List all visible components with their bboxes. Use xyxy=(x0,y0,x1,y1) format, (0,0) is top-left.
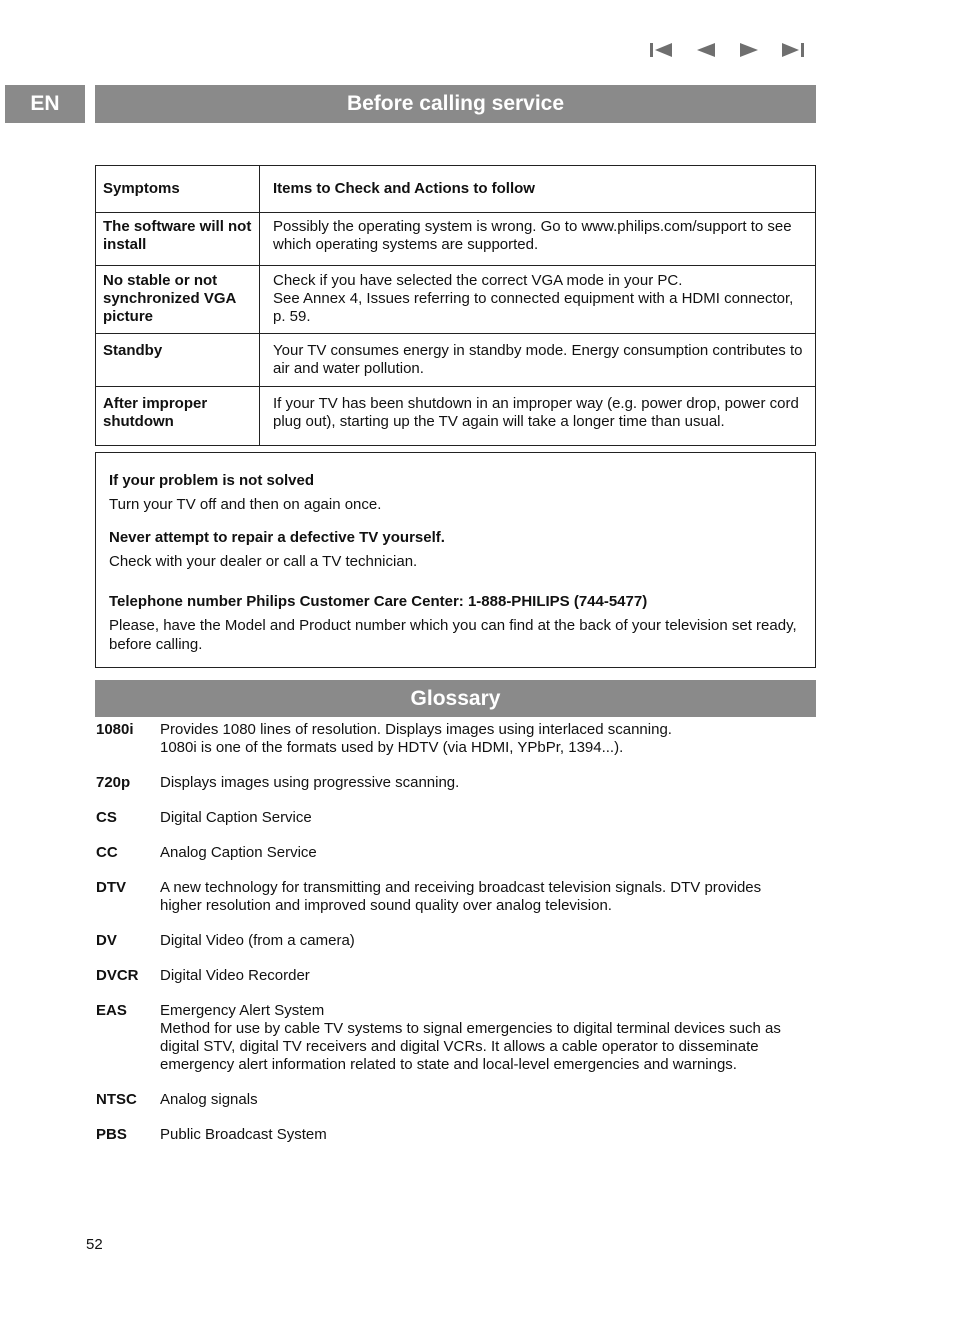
glossary-entry xyxy=(96,932,816,950)
action-line: See Annex 4, Issues referring to connected equipment with a HDMI connector, p. 59. xyxy=(273,290,794,325)
glossary-term: 720p xyxy=(96,774,131,791)
table-row xyxy=(96,334,816,387)
glossary-title-bar xyxy=(95,680,816,717)
definition-line: 1080i is one of the formats used by HDTV (via HDMI, YPbPr, 1394...). xyxy=(160,739,624,756)
glossary-definition xyxy=(160,721,816,757)
action-cell: If your TV has been shutdown in an improper way (e.g. power drop, power cord plug out), starting up the TV again will take a longer time than usual. xyxy=(260,387,816,446)
notice-heading: Never attempt to repair a defective TV yourself. xyxy=(109,529,445,546)
glossary-definition: Digital Video Recorder xyxy=(160,967,310,984)
glossary-definition: Digital Caption Service xyxy=(160,809,312,826)
section-title: Before calling service xyxy=(346,92,565,115)
column-header-symptoms: Symptoms xyxy=(96,166,260,213)
glossary-term: CC xyxy=(96,844,118,861)
notice-text: Please, have the Model and Product number which you can find at the back of your television set ready, before calling. xyxy=(109,617,797,653)
glossary-entry xyxy=(96,844,816,862)
glossary-term: DV xyxy=(96,932,117,949)
glossary-term: DTV xyxy=(96,879,126,896)
column-header-actions: Items to Check and Actions to follow xyxy=(260,166,816,213)
glossary-definition: Analog Caption Service xyxy=(160,844,317,861)
glossary-definition: Analog signals xyxy=(160,1091,258,1108)
language-tab: EN xyxy=(5,85,85,123)
section-title-bar xyxy=(95,85,816,123)
last-page-icon[interactable] xyxy=(780,40,806,60)
action-cell: Your TV consumes energy in standby mode. Energy consumption contributes to air and water pollution. xyxy=(260,334,816,387)
symptom-cell: After improper shutdown xyxy=(96,387,260,446)
glossary-term: NTSC xyxy=(96,1091,137,1108)
glossary-entry xyxy=(96,967,816,985)
help-notice-box xyxy=(95,452,816,668)
symptom-cell: The software will not install xyxy=(96,213,260,266)
action-cell xyxy=(260,266,816,334)
table-header-row xyxy=(96,166,816,213)
next-page-icon[interactable] xyxy=(736,40,762,60)
glossary-term: EAS xyxy=(96,1002,127,1019)
symptom-cell: No stable or not synchronized VGA picture xyxy=(96,266,260,334)
action-cell: Possibly the operating system is wrong. Go to www.philips.com/support to see which operating systems are supported. xyxy=(260,213,816,266)
glossary-definition: Public Broadcast System xyxy=(160,1126,327,1143)
glossary-definition: Displays images using progressive scanning. xyxy=(160,774,460,791)
glossary-term: 1080i xyxy=(96,721,134,738)
glossary-entry xyxy=(96,1126,816,1144)
glossary-entry xyxy=(96,774,816,792)
notice-text: Check with your dealer or call a TV technician. xyxy=(109,553,418,570)
table-row xyxy=(96,213,816,266)
definition-line: Provides 1080 lines of resolution. Displays images using interlaced scanning. xyxy=(160,721,672,738)
glossary-entry xyxy=(96,879,816,915)
glossary-definition: Digital Video (from a camera) xyxy=(160,932,355,949)
action-line: Check if you have selected the correct VGA mode in your PC. xyxy=(273,272,683,289)
glossary-term: CS xyxy=(96,809,117,826)
glossary-title: Glossary xyxy=(410,686,501,710)
glossary-entry xyxy=(96,1002,816,1074)
symptoms-table xyxy=(95,165,816,446)
first-page-icon[interactable] xyxy=(648,40,674,60)
definition-line: Method for use by cable TV systems to signal emergencies to digital terminal devices such as digital STV, digital TV receivers and digital VCRs. It allows a cable operator to disseminate emergency alert information related to state and local-level emergencies and warnings. xyxy=(160,1020,781,1073)
glossary-term: PBS xyxy=(96,1126,127,1143)
page-navigation xyxy=(648,40,810,62)
table-row xyxy=(96,387,816,446)
definition-line: Emergency Alert System xyxy=(160,1002,325,1019)
glossary-definition xyxy=(160,1002,816,1074)
glossary-definition: A new technology for transmitting and receiving broadcast television signals. DTV provides higher resolution and improved sound quality over analog television. xyxy=(160,879,762,914)
glossary-entry xyxy=(96,809,816,827)
notice-heading: Telephone number Philips Customer Care Center: 1-888-PHILIPS (744-5477) xyxy=(109,593,648,610)
notice-heading: If your problem is not solved xyxy=(109,472,315,489)
glossary-list xyxy=(96,721,816,1161)
glossary-term: DVCR xyxy=(96,967,139,984)
table-row xyxy=(96,266,816,334)
symptom-cell: Standby xyxy=(96,334,260,387)
glossary-entry xyxy=(96,1091,816,1109)
glossary-entry xyxy=(96,721,816,757)
page-number: 52 xyxy=(86,1236,103,1253)
previous-page-icon[interactable] xyxy=(693,40,719,60)
notice-text: Turn your TV off and then on again once. xyxy=(109,496,382,513)
